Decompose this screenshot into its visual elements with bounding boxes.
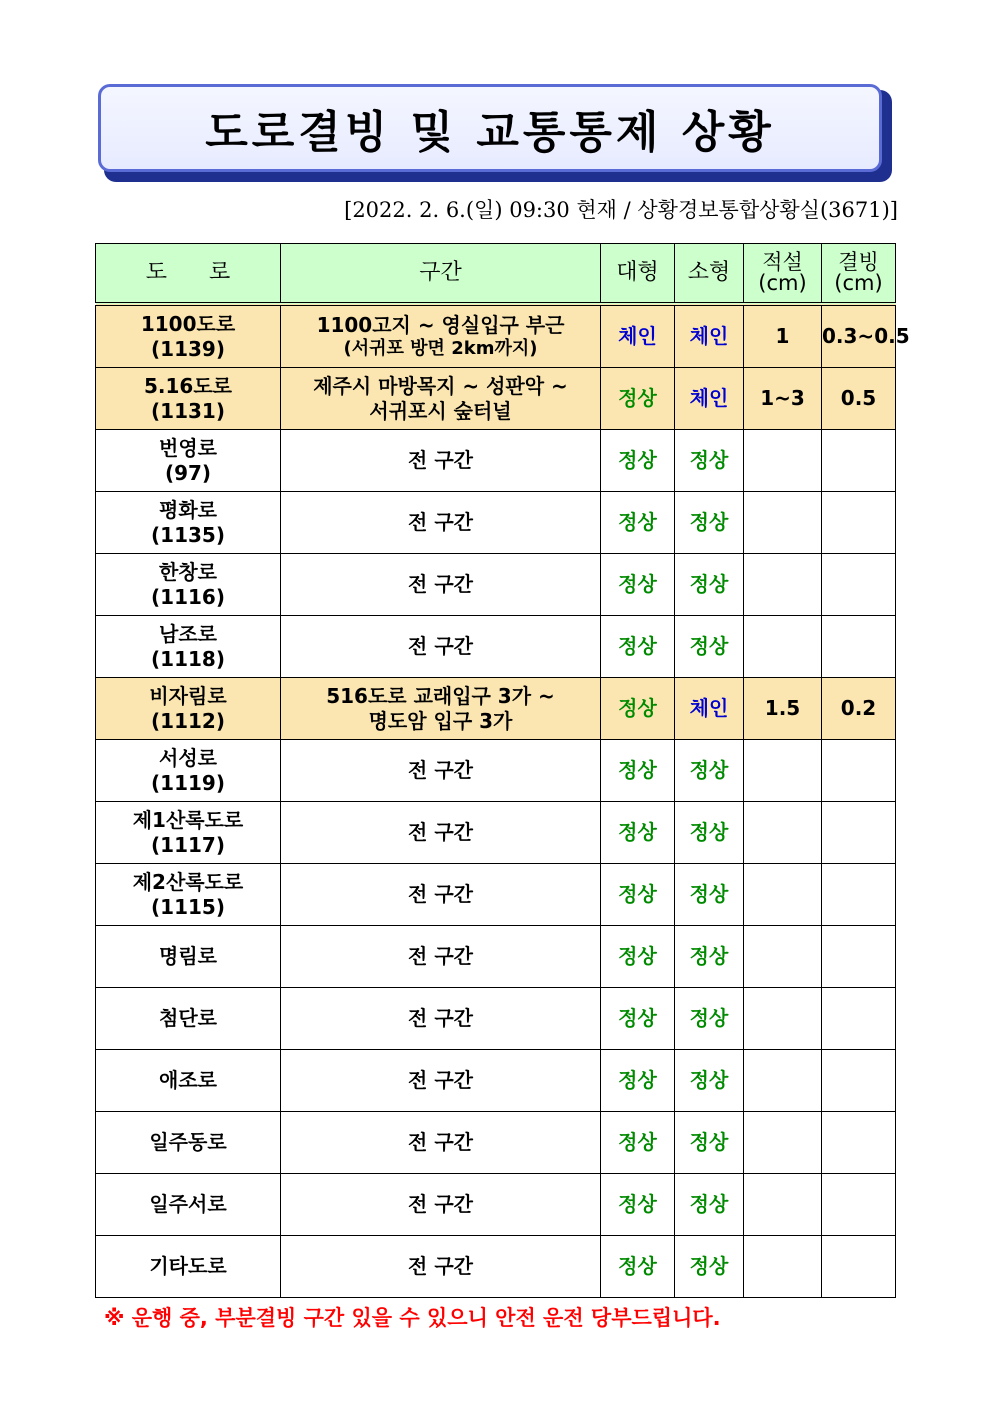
section-line-1: 516도로 교래입구 3가 ~ — [326, 683, 555, 708]
section-cell — [281, 368, 601, 430]
section-line-1: 전 구간 — [408, 1254, 473, 1278]
road-name: 애조로 — [159, 1068, 217, 1092]
road-name: 한창로 — [159, 559, 217, 584]
ice-depth — [822, 864, 896, 926]
road-name: 제2산록도로 — [132, 869, 244, 894]
road-cell — [96, 304, 281, 368]
small-vehicle-status: 정상 — [675, 988, 744, 1050]
table-row — [96, 430, 896, 492]
header-snow-label: 적설 — [762, 250, 803, 274]
road-cell — [96, 926, 281, 988]
section-line-1: 전 구간 — [408, 1130, 473, 1154]
section-cell — [281, 1050, 601, 1112]
table-row — [96, 678, 896, 740]
road-number: (1115) — [151, 894, 225, 919]
road-name: 기타도로 — [149, 1254, 227, 1278]
section-line-1: 전 구간 — [408, 820, 473, 844]
road-cell — [96, 740, 281, 802]
snow-depth — [744, 864, 822, 926]
section-line-1: 전 구간 — [408, 944, 473, 968]
section-cell — [281, 1236, 601, 1298]
header-road: 도 로 — [96, 244, 281, 305]
road-name: 비자림로 — [149, 683, 227, 708]
snow-depth — [744, 616, 822, 678]
snow-depth — [744, 1050, 822, 1112]
section-line-1: 전 구간 — [408, 882, 473, 906]
road-cell — [96, 1112, 281, 1174]
section-line-1: 제주시 마방목지 ~ 성판악 ~ — [313, 373, 568, 398]
ice-depth: 0.5 — [822, 368, 896, 430]
road-name: 일주동로 — [149, 1130, 227, 1154]
large-vehicle-status: 정상 — [601, 554, 675, 616]
header-section: 구간 — [281, 244, 601, 305]
small-vehicle-status: 체인 — [675, 368, 744, 430]
table-row — [96, 1174, 896, 1236]
large-vehicle-status: 정상 — [601, 430, 675, 492]
table-row — [96, 368, 896, 430]
table-row — [96, 864, 896, 926]
road-cell — [96, 616, 281, 678]
ice-depth: 0.2 — [822, 678, 896, 740]
table-row — [96, 1112, 896, 1174]
section-cell — [281, 864, 601, 926]
road-cell — [96, 554, 281, 616]
road-cell — [96, 678, 281, 740]
report-timestamp: [2022. 2. 6.(일) 09:30 현재 / 상황경보통합상황실(3671)] — [344, 198, 898, 222]
section-cell — [281, 492, 601, 554]
ice-depth — [822, 492, 896, 554]
ice-depth — [822, 616, 896, 678]
snow-depth — [744, 926, 822, 988]
page-title: 도로결빙 및 교통통제 상황 — [205, 107, 775, 158]
section-line-2: 서귀포시 숲터널 — [369, 398, 512, 423]
road-number: (1116) — [151, 584, 225, 609]
large-vehicle-status: 정상 — [601, 616, 675, 678]
snow-depth — [744, 492, 822, 554]
snow-depth: 1.5 — [744, 678, 822, 740]
snow-depth — [744, 1236, 822, 1298]
snow-depth: 1 — [744, 304, 822, 368]
table-body — [96, 304, 910, 1298]
large-vehicle-status: 정상 — [601, 926, 675, 988]
large-vehicle-status: 체인 — [601, 304, 675, 368]
section-cell — [281, 1112, 601, 1174]
road-number: (1139) — [151, 336, 225, 361]
table-row — [96, 492, 896, 554]
small-vehicle-status: 정상 — [675, 802, 744, 864]
road-number: (1131) — [151, 398, 225, 423]
small-vehicle-status: 정상 — [675, 864, 744, 926]
ice-depth — [822, 1236, 896, 1298]
large-vehicle-status: 정상 — [601, 678, 675, 740]
large-vehicle-status: 정상 — [601, 802, 675, 864]
snow-depth — [744, 1112, 822, 1174]
section-cell — [281, 304, 601, 368]
large-vehicle-status: 정상 — [601, 740, 675, 802]
ice-depth — [822, 1050, 896, 1112]
road-status-table — [95, 243, 910, 1298]
small-vehicle-status: 정상 — [675, 492, 744, 554]
snow-depth — [744, 740, 822, 802]
ice-depth — [822, 1174, 896, 1236]
small-vehicle-status: 체인 — [675, 304, 744, 368]
road-cell — [96, 1050, 281, 1112]
small-vehicle-status: 정상 — [675, 1174, 744, 1236]
table-row — [96, 740, 896, 802]
small-vehicle-status: 정상 — [675, 926, 744, 988]
small-vehicle-status: 정상 — [675, 554, 744, 616]
ice-depth — [822, 430, 896, 492]
section-line-1: 전 구간 — [408, 1006, 473, 1030]
ice-depth — [822, 802, 896, 864]
section-line-1: 1100고지 ~ 영실입구 부근 — [316, 312, 565, 337]
road-name: 명림로 — [159, 944, 217, 968]
table-row — [96, 1236, 896, 1298]
header-snow-unit: (cm) — [758, 271, 807, 295]
safety-notice: ※ 운행 중, 부분결빙 구간 있을 수 있으니 안전 운전 당부드립니다. — [104, 1306, 721, 1330]
section-line-1: 전 구간 — [408, 634, 473, 658]
road-name: 제1산록도로 — [132, 807, 244, 832]
road-number: (1118) — [151, 646, 225, 671]
snow-depth — [744, 988, 822, 1050]
section-cell — [281, 740, 601, 802]
header-ice — [822, 244, 896, 305]
snow-depth — [744, 554, 822, 616]
table-row — [96, 802, 896, 864]
section-cell — [281, 802, 601, 864]
ice-depth — [822, 554, 896, 616]
small-vehicle-status: 정상 — [675, 1050, 744, 1112]
header-large: 대형 — [601, 244, 675, 305]
snow-depth — [744, 430, 822, 492]
small-vehicle-status: 체인 — [675, 678, 744, 740]
snow-depth: 1~3 — [744, 368, 822, 430]
road-name: 번영로 — [159, 435, 217, 460]
ice-depth — [822, 1112, 896, 1174]
road-name: 평화로 — [159, 497, 217, 522]
table-row — [96, 616, 896, 678]
road-name: 서성로 — [159, 745, 217, 770]
section-line-2: (서귀포 방면 2km까지) — [343, 337, 538, 359]
road-name: 일주서로 — [149, 1192, 227, 1216]
title-box — [98, 84, 882, 172]
section-line-1: 전 구간 — [408, 510, 473, 534]
small-vehicle-status: 정상 — [675, 1112, 744, 1174]
table-row — [96, 554, 896, 616]
section-cell — [281, 554, 601, 616]
road-cell — [96, 430, 281, 492]
road-number: (1135) — [151, 522, 225, 547]
small-vehicle-status: 정상 — [675, 1236, 744, 1298]
road-cell — [96, 1174, 281, 1236]
large-vehicle-status: 정상 — [601, 368, 675, 430]
section-cell — [281, 678, 601, 740]
section-cell — [281, 988, 601, 1050]
table-row — [96, 304, 896, 368]
section-cell — [281, 926, 601, 988]
road-name: 첨단로 — [159, 1006, 217, 1030]
ice-depth: 0.3~0.5 — [822, 304, 896, 368]
section-line-1: 전 구간 — [408, 1068, 473, 1092]
ice-depth — [822, 926, 896, 988]
ice-depth — [822, 740, 896, 802]
section-line-1: 전 구간 — [408, 448, 473, 472]
section-cell — [281, 430, 601, 492]
road-cell — [96, 802, 281, 864]
road-name: 남조로 — [159, 621, 217, 646]
small-vehicle-status: 정상 — [675, 740, 744, 802]
section-line-1: 전 구간 — [408, 572, 473, 596]
section-line-1: 전 구간 — [408, 1192, 473, 1216]
header-ice-label: 결빙 — [838, 250, 879, 274]
section-cell — [281, 1174, 601, 1236]
section-cell — [281, 616, 601, 678]
road-cell — [96, 492, 281, 554]
large-vehicle-status: 정상 — [601, 988, 675, 1050]
road-cell — [96, 1236, 281, 1298]
small-vehicle-status: 정상 — [675, 430, 744, 492]
large-vehicle-status: 정상 — [601, 864, 675, 926]
table-row — [96, 988, 896, 1050]
header-small: 소형 — [675, 244, 744, 305]
large-vehicle-status: 정상 — [601, 1112, 675, 1174]
table-header-row — [96, 244, 896, 305]
road-number: (1112) — [151, 708, 225, 733]
road-cell — [96, 988, 281, 1050]
section-line-2: 명도암 입구 3가 — [368, 708, 513, 733]
road-name: 1100도로 — [140, 311, 236, 336]
snow-depth — [744, 802, 822, 864]
small-vehicle-status: 정상 — [675, 616, 744, 678]
ice-depth — [822, 988, 896, 1050]
table-row — [96, 926, 896, 988]
header-ice-unit: (cm) — [834, 271, 883, 295]
road-cell — [96, 368, 281, 430]
road-name: 5.16도로 — [144, 373, 232, 398]
road-number: (97) — [164, 460, 212, 485]
road-cell — [96, 864, 281, 926]
large-vehicle-status: 정상 — [601, 492, 675, 554]
snow-depth — [744, 1174, 822, 1236]
road-number: (1117) — [151, 832, 225, 857]
table-row — [96, 1050, 896, 1112]
large-vehicle-status: 정상 — [601, 1050, 675, 1112]
header-snow — [744, 244, 822, 305]
road-number: (1119) — [151, 770, 225, 795]
large-vehicle-status: 정상 — [601, 1174, 675, 1236]
section-line-1: 전 구간 — [408, 758, 473, 782]
large-vehicle-status: 정상 — [601, 1236, 675, 1298]
